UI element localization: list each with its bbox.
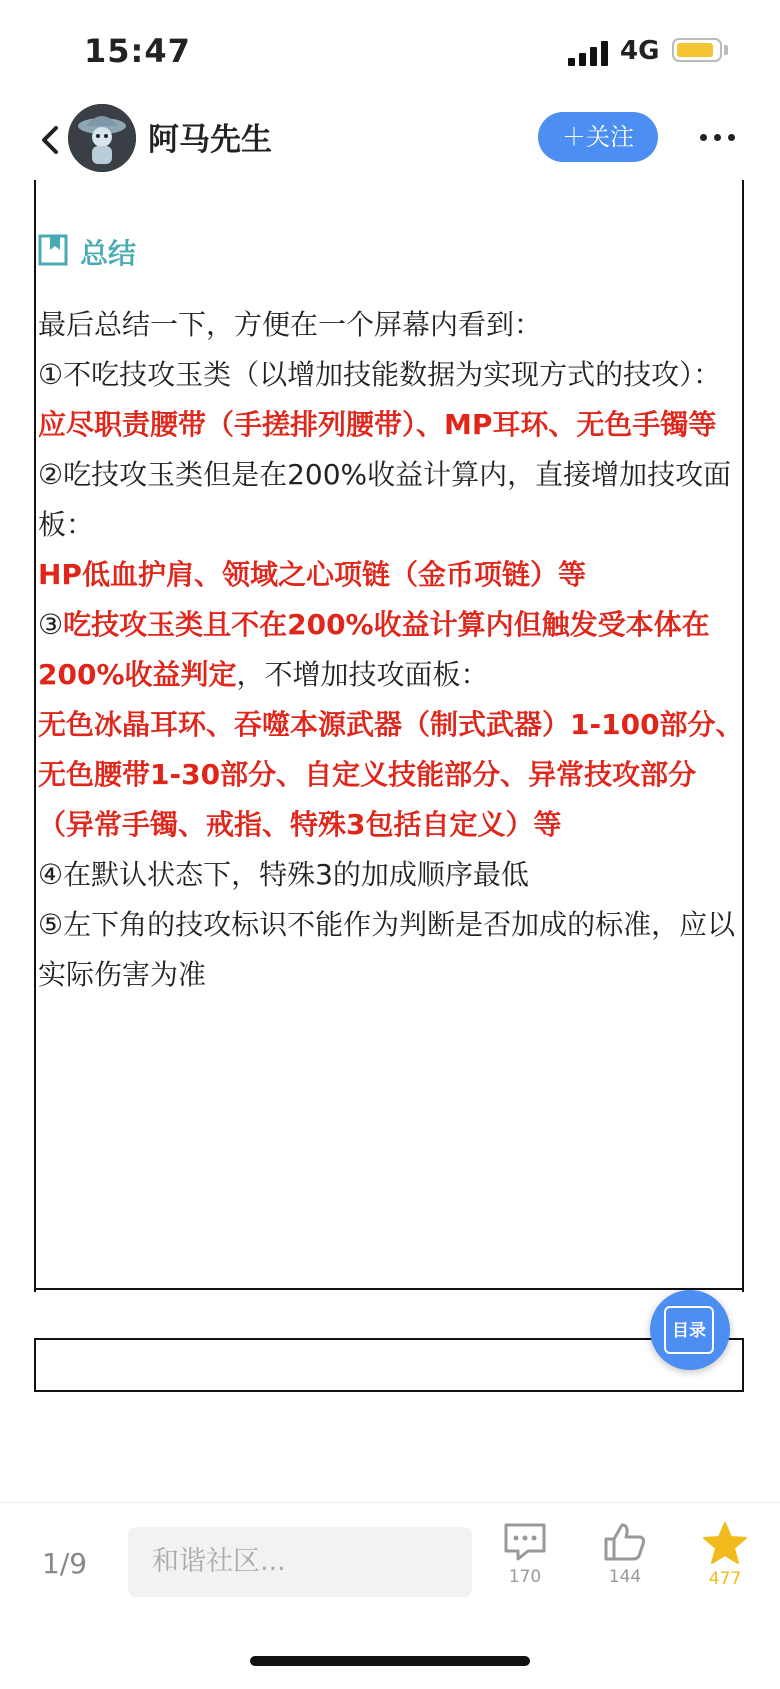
toc-icon — [664, 1306, 714, 1354]
signal-icon — [568, 40, 610, 66]
page-indicator: 1/9 — [42, 1547, 88, 1580]
paragraph: ①不吃技攻玉类（以增加技能数据为实现方式的技攻）： — [38, 358, 722, 391]
likes-count: 144 — [608, 1567, 642, 1587]
toc-label: 目录 — [672, 1321, 706, 1341]
author-name[interactable]: 阿马先生 — [148, 122, 272, 158]
paragraph: ④在默认状态下，特殊3的加成顺序最低 — [38, 858, 529, 891]
network-type: 4G — [620, 36, 660, 66]
status-time: 15:47 — [84, 32, 191, 70]
highlight-paragraph: 无色冰晶耳环、吞噬本源武器（制式武器）1-100部分、无色腰带1-30部分、自定义技能部分、异常技攻部分（异常手镯、戒指、特殊3包括自定义）等 — [38, 708, 744, 841]
article-content — [38, 300, 744, 1000]
more-icon[interactable] — [700, 134, 736, 142]
battery-icon — [672, 38, 722, 62]
nav-header — [0, 100, 780, 180]
paragraph — [38, 600, 744, 700]
paragraph: ⑤左下角的技攻标识不能作为判断是否加成的标准，应以实际伤害为准 — [38, 908, 736, 991]
home-indicator — [250, 1656, 530, 1666]
paragraph: 最后总结一下，方便在一个屏幕内看到： — [38, 308, 543, 341]
like-button[interactable] — [590, 1521, 660, 1587]
favorite-button[interactable] — [690, 1521, 760, 1589]
frame-divider — [34, 1390, 744, 1392]
frame-divider — [34, 1288, 744, 1290]
frame-divider — [742, 1338, 744, 1392]
bookmark-icon — [38, 234, 68, 266]
favorites-count: 477 — [708, 1569, 742, 1589]
frame-divider — [34, 1338, 36, 1392]
comment-icon — [502, 1521, 548, 1563]
section-title-text: 总结 — [80, 237, 137, 270]
like-icon — [602, 1521, 648, 1563]
highlight-text: 吃技攻玉类且不在200%收益计算内但触发受本体在200%收益判定 — [38, 608, 710, 691]
comment-button[interactable] — [490, 1521, 560, 1587]
paragraph-text: ，不增加技攻面板： — [236, 658, 489, 691]
star-icon — [702, 1521, 748, 1565]
paragraph: ②吃技攻玉类但是在200%收益计算内，直接增加技攻面板： — [38, 458, 732, 541]
battery-cap — [724, 45, 728, 55]
list-marker: ③ — [38, 608, 64, 641]
comment-input[interactable]: 和谐社区... — [128, 1527, 472, 1597]
highlight-paragraph: 应尽职责腰带（手搓排列腰带）、MP耳环、无色手镯等 — [38, 408, 717, 441]
avatar[interactable] — [68, 104, 136, 172]
comments-count: 170 — [508, 1567, 542, 1587]
frame-divider — [34, 1338, 744, 1340]
back-icon[interactable] — [36, 122, 66, 158]
status-bar — [0, 0, 780, 100]
highlight-paragraph: HP低血护肩、领域之心项链（金币项链）等 — [38, 558, 586, 591]
toc-button[interactable] — [650, 1290, 730, 1370]
follow-button[interactable]: ＋关注 — [538, 112, 658, 162]
